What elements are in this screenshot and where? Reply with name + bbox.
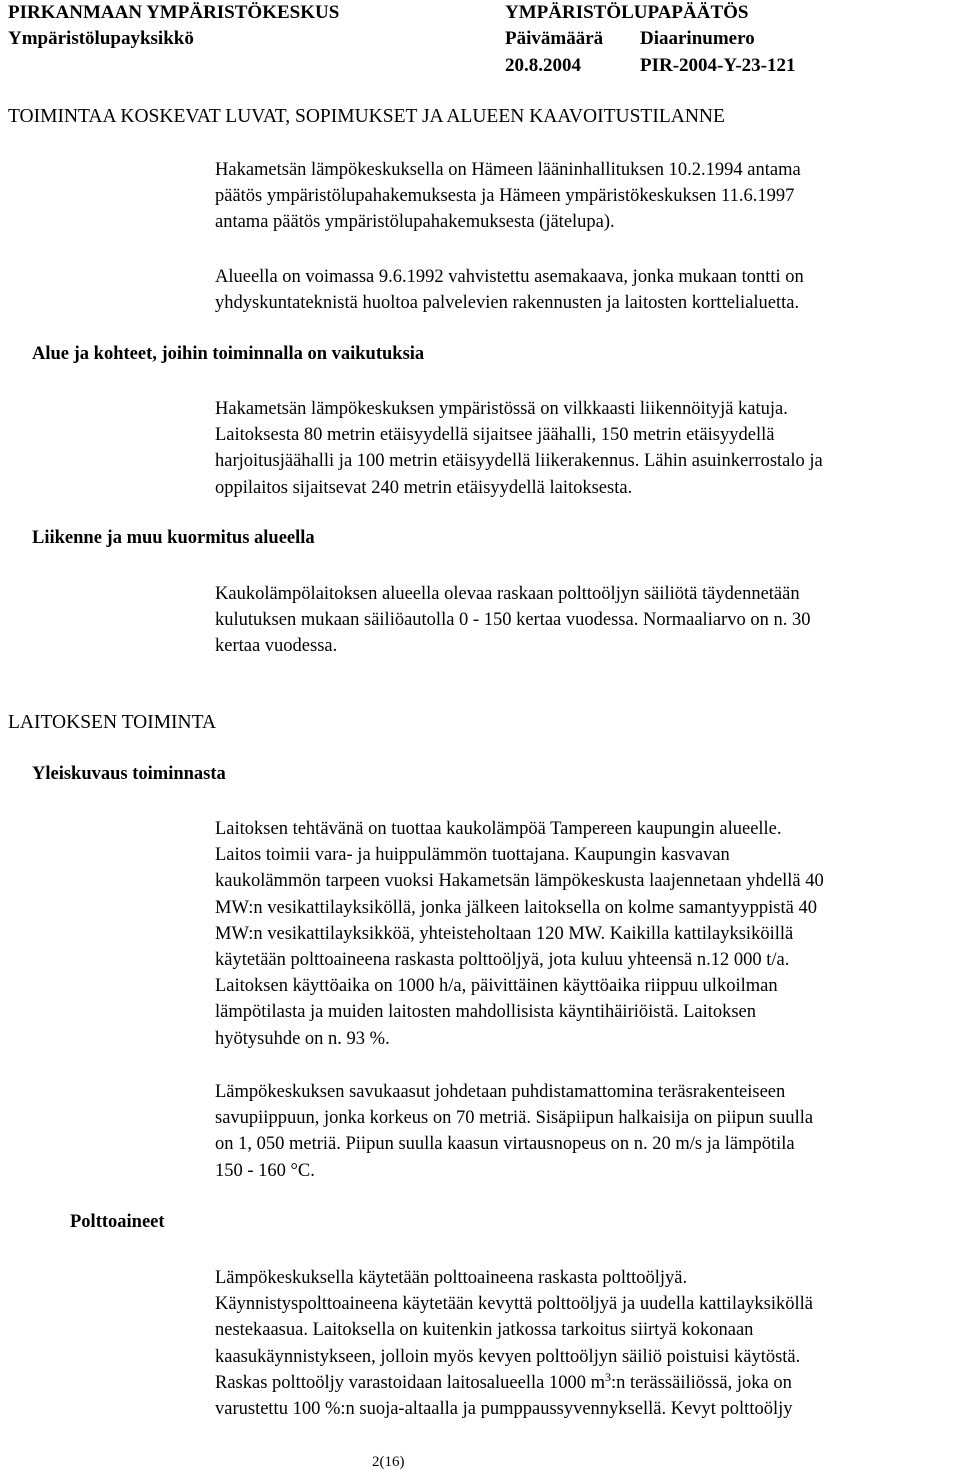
text-line: savupiippuun, jonka korkeus on 70 metriä. Sisäpiipun halkaisija on piipun suulla bbox=[215, 1108, 814, 1129]
text-line: varustettu 100 %:n suoja-altaalla ja pumppaussyvennyksellä. Kevyt polttoöljy bbox=[215, 1399, 793, 1420]
text-line: Laitoksesta 80 metrin etäisyydellä sijaitsee jäähalli, 150 metrin etäisyydellä bbox=[215, 425, 775, 446]
text-line: MW:n vesikattilayksikköä, yhteisteholtaan 120 MW. Kaikilla kattilayksiköillä bbox=[215, 923, 794, 944]
text-line: harjoitusjäähalli ja 100 metrin etäisyydellä liikerakennus. Lähin asuinkerrostalo ja bbox=[215, 451, 823, 472]
text-line: nestekaasua. Laitoksella on kuitenkin jatkossa tarkoitus siirtyä kokonaan bbox=[215, 1320, 754, 1341]
text-line: yhdyskuntateknistä huoltoa palvelevien rakennusten ja laitosten korttelialuetta. bbox=[215, 293, 800, 314]
text-line: Lämpökeskuksen savukaasut johdetaan puhdistamattomina teräsrakenteiseen bbox=[215, 1082, 786, 1102]
area-paragraph bbox=[215, 396, 823, 501]
text-line: Hakametsän lämpökeskuksen ympäristössä on vilkkaasti liikennöityjä katuja. bbox=[215, 399, 788, 419]
text-line: antama päätös ympäristölupahakemuksesta (jätelupa). bbox=[215, 212, 615, 233]
text-line: kertaa vuodessa. bbox=[215, 636, 338, 657]
unit-name: Ympäristölupayksikkö bbox=[8, 28, 194, 49]
org-name: PIRKANMAAN YMPÄRISTÖKESKUS bbox=[8, 2, 340, 23]
text-line: Laitoksen tehtävänä on tuottaa kaukolämpöä Tampereen kaupungin alueelle. bbox=[215, 819, 782, 839]
page-number: 2(16) bbox=[372, 1454, 405, 1470]
traffic-heading: Liikenne ja muu kuormitus alueella bbox=[32, 528, 315, 548]
permits-paragraph bbox=[215, 157, 801, 236]
area-heading: Alue ja kohteet, joihin toiminnalla on vaikutuksia bbox=[32, 344, 425, 364]
text-line: Käynnistyspolttoaineena käytetään kevyttä polttoöljyä ja uudella kattilayksiköllä bbox=[215, 1294, 814, 1315]
traffic-paragraph bbox=[215, 581, 810, 660]
text-line: kulutuksen mukaan säiliöautolla 0 - 150 kertaa vuodessa. Normaaliarvo on n. 30 bbox=[215, 610, 811, 631]
text-line: hyötysuhde on n. 93 %. bbox=[215, 1028, 390, 1049]
text-fragment: Raskas polttoöljy varastoidaan laitosalueella 1000 m bbox=[215, 1372, 605, 1393]
document-type: YMPÄRISTÖLUPAPÄÄTÖS bbox=[505, 2, 749, 23]
fuels-heading: Polttoaineet bbox=[70, 1212, 165, 1232]
text-line: MW:n vesikattilayksiköllä, jonka jälkeen laitoksella on kolme samantyyppistä 40 bbox=[215, 897, 817, 918]
text-line bbox=[215, 1370, 813, 1396]
text-line: on 1, 050 metriä. Piipun suulla kaasun virtausnopeus on n. 20 m/s ja lämpötila bbox=[215, 1134, 795, 1155]
date-label: Päivämäärä bbox=[505, 28, 604, 49]
operation-paragraph bbox=[215, 816, 824, 1052]
overview-heading: Yleiskuvaus toiminnasta bbox=[32, 764, 226, 784]
superscript: 3 bbox=[604, 1369, 611, 1384]
text-line: käytetään polttoaineena raskasta polttoöljyä, jota kuluu yhteensä n.12 000 t/a. bbox=[215, 950, 790, 971]
text-line: kaasukäynnistykseen, jolloin myös kevyen polttoöljyn säiliö poistuisi käytöstä. bbox=[215, 1346, 801, 1367]
text-line: Laitos toimii vara- ja huippulämmön tuottajana. Kaupungin kasvavan bbox=[215, 845, 730, 866]
fuels-paragraph bbox=[215, 1265, 813, 1422]
text-line: Hakametsän lämpökeskuksella on Hämeen lääninhallituksen 10.2.1994 antama bbox=[215, 160, 801, 180]
text-line: oppilaitos sijaitsevat 240 metrin etäisyydellä laitoksesta. bbox=[215, 477, 633, 498]
zoning-paragraph bbox=[215, 264, 804, 316]
section-title-permits: TOIMINTAA KOSKEVAT LUVAT, SOPIMUKSET JA ALUEEN KAAVOITUSTILANNE bbox=[8, 106, 725, 127]
text-line: Laitoksen käyttöaika on 1000 h/a, päivittäinen käyttöaika riippuu ulkoilman bbox=[215, 976, 778, 997]
text-line: Lämpökeskuksella käytetään polttoaineena raskasta polttoöljyä. bbox=[215, 1268, 688, 1288]
number-label: Diaarinumero bbox=[640, 28, 755, 49]
text-line: lämpötilasta ja muiden laitosten mahdollisista käyntihäiriöistä. Laitoksen bbox=[215, 1002, 757, 1023]
text-line: Alueella on voimassa 9.6.1992 vahvistettu asemakaava, jonka mukaan tontti on bbox=[215, 267, 804, 287]
text-line: päätös ympäristölupahakemuksesta ja Hämeen ympäristökeskuksen 11.6.1997 bbox=[215, 186, 795, 207]
text-line: 150 - 160 °C. bbox=[215, 1160, 315, 1181]
number-value: PIR-2004-Y-23-121 bbox=[640, 55, 796, 76]
date-value: 20.8.2004 bbox=[505, 55, 581, 76]
flue-gas-paragraph bbox=[215, 1079, 813, 1184]
text-line: Kaukolämpölaitoksen alueella olevaa raskaan polttoöljyn säiliötä täydennetään bbox=[215, 584, 800, 604]
text-line: kaukolämmön tarpeen vuoksi Hakametsän lämpökeskusta laajennetaan yhdellä 40 bbox=[215, 871, 824, 892]
text-fragment: :n terässäiliössä, joka on bbox=[610, 1372, 792, 1393]
section-title-operation: LAITOKSEN TOIMINTA bbox=[8, 712, 217, 733]
